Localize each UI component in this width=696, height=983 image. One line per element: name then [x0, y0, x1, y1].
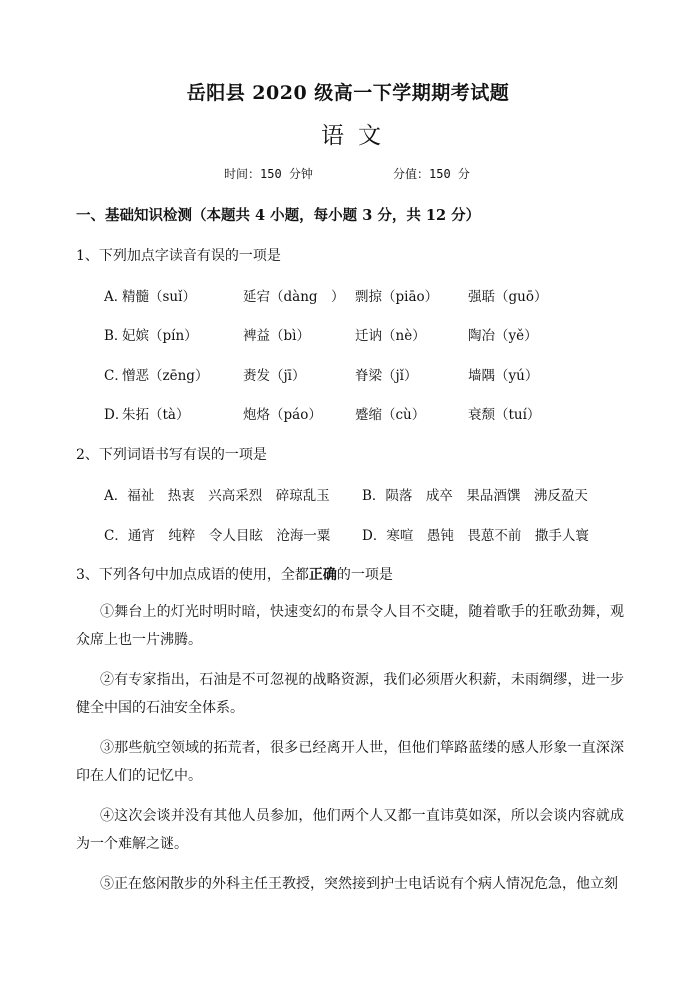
option-item: 蹙缩（cù） — [355, 407, 426, 423]
stem-emphasis: 正确 — [308, 567, 337, 583]
exam-time: 时间：150 分钟 — [224, 167, 313, 181]
option-item: 墙隅（yú） — [468, 368, 539, 384]
option-line: B．陨落 成卒 果品酒馔 沸反盈天 — [362, 488, 588, 504]
option-item: 陶冶（yě） — [468, 328, 538, 344]
option-letter: C． — [104, 368, 128, 384]
option-item: 剽掠（piāo） — [355, 289, 439, 305]
subject-title: 语文 — [321, 123, 395, 149]
question-3-stem — [76, 564, 393, 584]
option-item: 炮烙（páo） — [243, 407, 322, 423]
option-letter: B． — [104, 328, 128, 344]
option-item: 衰颓（tuí） — [468, 407, 541, 423]
sentence-4: ④这次会谈并没有其他人员参加，他们两个人又都一直讳莫如深，所以会谈内容就成为一个难解之谜。 — [76, 808, 624, 852]
stem-text: 的一项是 — [336, 567, 393, 583]
option-line: A．福祉 热衷 兴高采烈 碎琼乱玉 — [104, 488, 330, 504]
option-item: 强聒（guō） — [468, 289, 548, 305]
option-item: 精髓（suǐ） — [122, 289, 196, 305]
option-letter: A． — [104, 289, 128, 305]
stem-text: 3、下列各句中加点成语的使用，全都 — [76, 567, 309, 583]
exam-title: 岳阳县 2020 级高一下学期期考试题 — [186, 82, 510, 104]
exam-score: 分值：150 分 — [393, 167, 470, 181]
option-item: 脊梁（jǐ） — [355, 368, 418, 384]
sentence-2: ②有专家指出，石油是不可忽视的战略资源，我们必须厝火积薪，未雨绸缪，进一步健全中国的石油安全体系。 — [76, 672, 624, 716]
option-item: 迁讷（nè） — [355, 328, 426, 344]
question-2-stem: 2、下列词语书写有误的一项是 — [76, 447, 267, 463]
question-1-stem: 1、下列加点字读音有误的一项是 — [76, 248, 281, 264]
option-item: 妃嫔（pín） — [122, 328, 198, 344]
option-line: C．通宵 纯粹 令人目眩 沧海一粟 — [104, 528, 331, 544]
option-item: 延宕（dàng ） — [243, 289, 345, 305]
option-item: 裨益（bì） — [243, 328, 310, 344]
option-item: 赉发（jī） — [243, 368, 306, 384]
sentence-3: ③那些航空领域的拓荒者，很多已经离开人世，但他们筚路蓝缕的感人形象一直深深印在人们的记忆中。 — [76, 740, 624, 784]
sentence-1: ①舞台上的灯光时明时暗，快速变幻的布景令人目不交睫，随着歌手的狂歌劲舞，观众席上也一片沸腾。 — [76, 604, 624, 648]
option-item: 憎恶（zēng） — [122, 368, 209, 384]
sentence-5: ⑤正在悠闲散步的外科主任王教授，突然接到护士电话说有个病人情况危急，他立刻 — [100, 876, 618, 892]
section-heading: 一、基础知识检测（本题共 4 小题，每小题 3 分，共 12 分） — [76, 207, 481, 224]
option-letter: D． — [104, 407, 129, 423]
option-item: 朱拓（tà） — [122, 407, 190, 423]
option-line: D．寒喧 愚钝 畏葸不前 撒手人寰 — [362, 528, 589, 544]
